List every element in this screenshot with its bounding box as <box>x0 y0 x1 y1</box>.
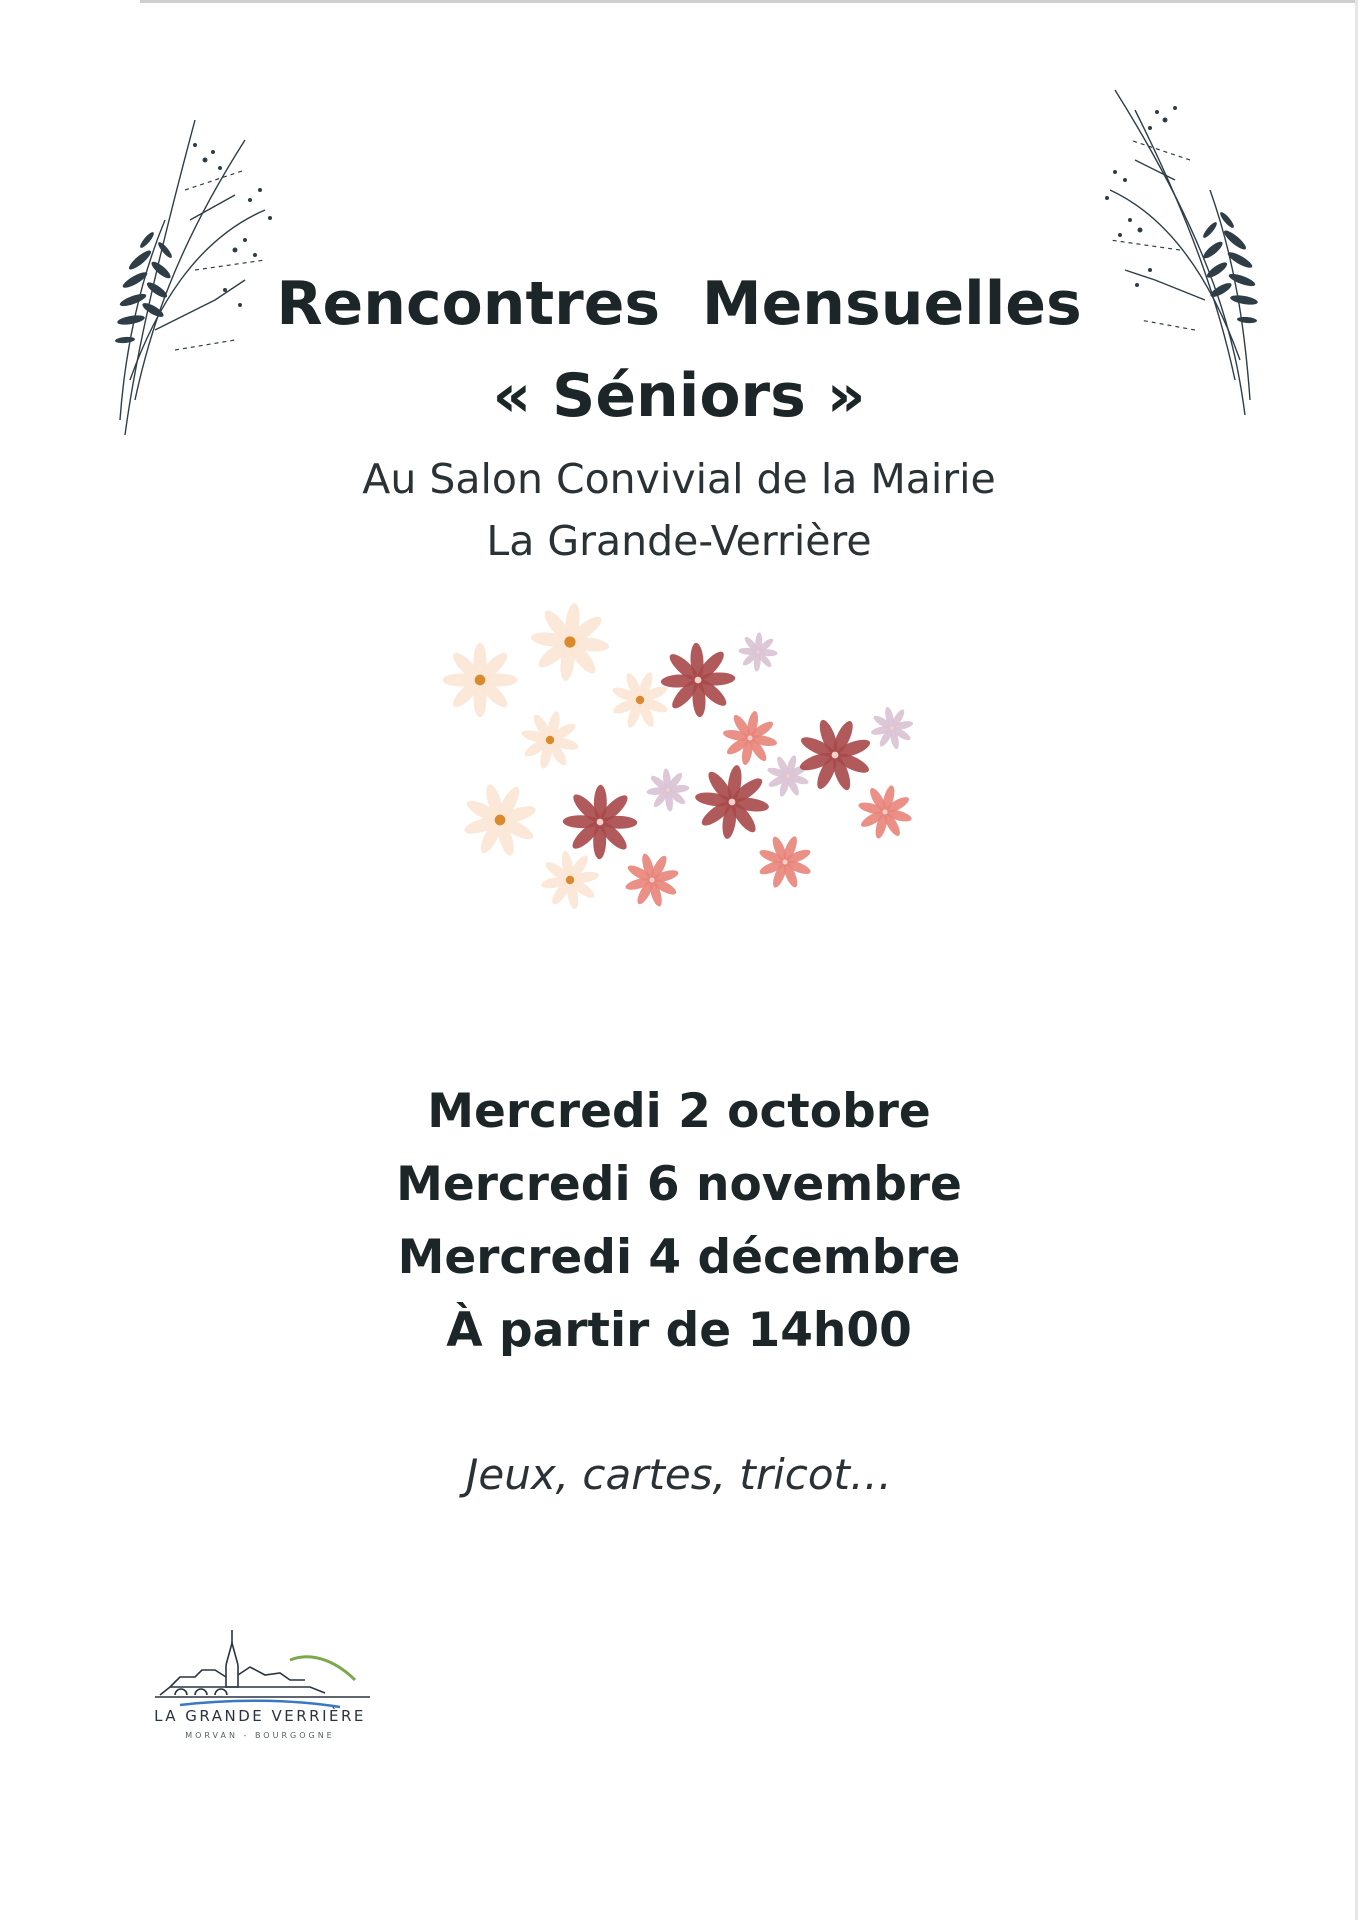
location-line-2: La Grande-Verrière <box>486 517 872 565</box>
flower <box>462 782 537 857</box>
poster-title <box>0 258 1358 442</box>
flower <box>758 835 812 889</box>
flower <box>563 785 638 860</box>
activities-text: Jeux, cartes, tricot… <box>465 1450 893 1499</box>
flower-center <box>747 735 752 740</box>
flower <box>624 852 679 907</box>
flower <box>722 710 778 766</box>
date-3: Mercredi 4 décembre <box>397 1230 961 1285</box>
flower-center <box>695 677 702 684</box>
flowers-illustration <box>430 580 930 920</box>
logo-region: MORVAN - BOURGOGNE <box>185 1731 335 1740</box>
flower-center <box>475 675 486 686</box>
flower-center <box>756 650 760 654</box>
flower <box>530 602 609 681</box>
flower-center <box>786 774 790 778</box>
location-line-1: Au Salon Convivial de la Mairie <box>362 455 996 503</box>
flower <box>611 671 670 730</box>
flower-center <box>636 696 644 704</box>
scan-edge-top <box>140 0 1358 3</box>
flower <box>738 632 778 672</box>
flower-center <box>890 726 894 730</box>
flower <box>646 768 690 812</box>
event-dates <box>0 1075 1358 1367</box>
flower <box>660 642 735 717</box>
flower-center <box>782 859 787 864</box>
title-line-1: Rencontres Mensuelles <box>276 269 1082 339</box>
flower <box>443 643 517 717</box>
flower-center <box>832 752 839 759</box>
flower-center <box>546 736 554 744</box>
flower <box>694 764 770 840</box>
flower-center <box>566 876 574 884</box>
flower-center <box>495 815 506 826</box>
flower-center <box>882 809 887 814</box>
flower-center <box>666 788 670 792</box>
logo-name: LA GRANDE VERRIÈRE <box>154 1707 366 1725</box>
flower <box>870 706 914 750</box>
flower-center <box>649 877 654 882</box>
flower <box>766 754 809 797</box>
title-line-2: « Séniors » <box>492 361 866 431</box>
flower-center <box>597 819 604 826</box>
start-time: À partir de 14h00 <box>446 1303 912 1358</box>
date-1: Mercredi 2 octobre <box>427 1084 931 1139</box>
flower <box>857 784 912 839</box>
flower <box>540 850 600 910</box>
flower <box>520 710 580 770</box>
location <box>0 448 1358 572</box>
date-2: Mercredi 6 novembre <box>396 1157 962 1212</box>
flower-center <box>564 636 575 647</box>
flower-center <box>729 799 736 806</box>
flower <box>798 718 872 792</box>
